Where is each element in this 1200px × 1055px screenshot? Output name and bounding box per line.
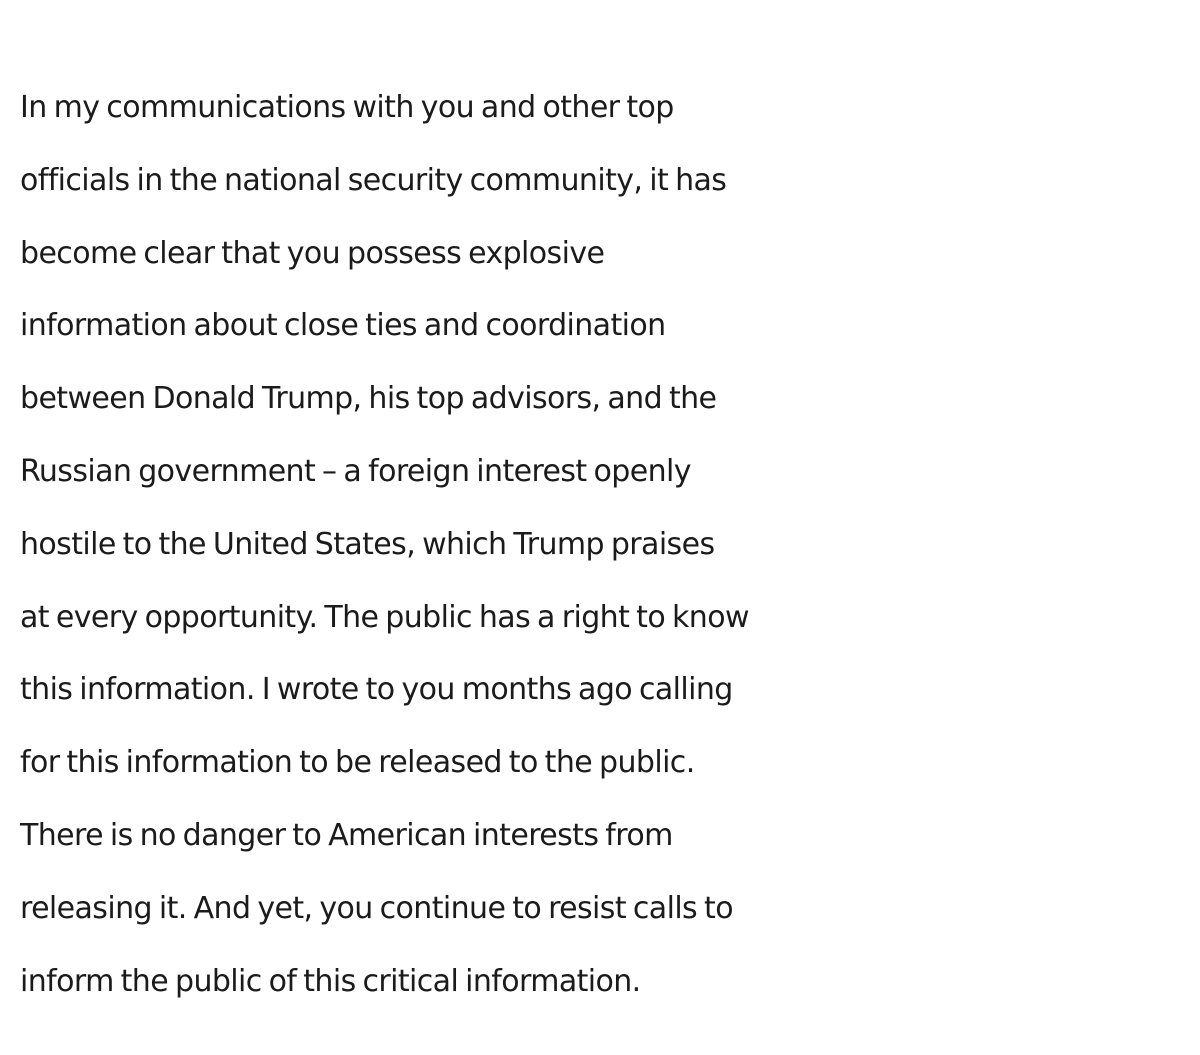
paragraph-line: at every opportunity. The public has a right to know bbox=[20, 599, 749, 635]
paragraph-line: this information. I wrote to you months ago calling bbox=[20, 672, 733, 708]
paragraph-line: releasing it. And yet, you continue to resist calls to bbox=[20, 890, 733, 926]
paragraph-line: become clear that you possess explosive bbox=[20, 235, 605, 271]
letter-paragraph bbox=[20, 72, 1180, 1018]
paragraph-line: In my communications with you and other top bbox=[20, 90, 674, 125]
paragraph-line: Russian government – a foreign interest openly bbox=[20, 453, 691, 489]
paragraph-line: inform the public of this critical information. bbox=[20, 963, 641, 999]
paragraph-line: information about close ties and coordination bbox=[20, 308, 666, 344]
paragraph-line: between Donald Trump, his top advisors, and the bbox=[20, 381, 717, 417]
paragraph-line: hostile to the United States, which Trump praises bbox=[20, 526, 715, 562]
paragraph-line: for this information to be released to the public. bbox=[20, 745, 695, 781]
paragraph-line: officials in the national security community, it has bbox=[20, 162, 727, 198]
paragraph-line: There is no danger to American interests from bbox=[20, 817, 673, 853]
